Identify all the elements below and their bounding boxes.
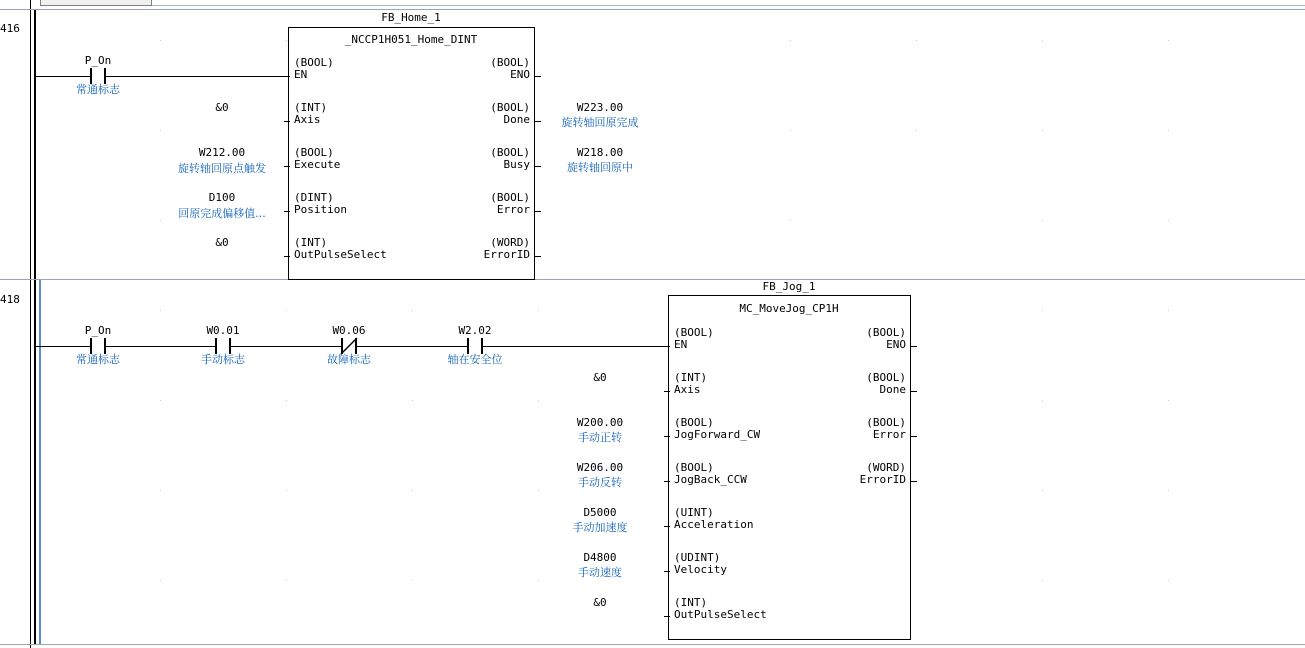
pin-type-errorid-418: (WORD) <box>866 461 906 474</box>
function-block-instance-fb-home-1: FB_Home_1 <box>381 11 441 24</box>
pin-name-errorid-416: ErrorID <box>483 248 530 261</box>
rung-number-418: 418 <box>0 293 20 306</box>
pin-name-en-416: EN <box>294 68 308 81</box>
operand-comment-jogback-418: 手动反转 <box>578 476 622 489</box>
rung-separator-top <box>0 9 1305 10</box>
operand-comment-position-416: 回原完成偏移值... <box>178 207 266 220</box>
contact-label-p-on-418: P_On <box>84 324 112 337</box>
pin-name-axis-416: Axis <box>294 113 321 126</box>
pin-stub-errorid-418 <box>911 481 917 482</box>
pin-type-acceleration-418: (UINT) <box>674 506 714 519</box>
pin-type-busy-416: (BOOL) <box>490 146 530 159</box>
grid-dot <box>1042 580 1043 581</box>
pin-type-execute-416: (BOOL) <box>294 146 334 159</box>
operand-value-outpulseselect-416[interactable]: &0 <box>215 236 229 249</box>
pin-stub-error-416 <box>535 211 541 212</box>
grid-dot <box>286 580 287 581</box>
rung-number-416: 416 <box>0 22 20 35</box>
contact-comment-w0-01: 手动标志 <box>201 353 245 366</box>
wire-rail-to-contact-pon-416 <box>36 76 90 77</box>
power-rail-rung-416 <box>34 10 36 279</box>
pin-stub-axis-418 <box>664 391 670 392</box>
grid-dot <box>790 40 791 41</box>
rung-separator-1 <box>0 279 1305 280</box>
pin-name-error-416: Error <box>496 203 530 216</box>
contact-label-w2-02: W2.02 <box>458 324 492 337</box>
pin-stub-acceleration-418 <box>664 526 670 527</box>
grid-dot <box>160 580 161 581</box>
grid-dot <box>916 40 917 41</box>
wire-rail-to-contact-pon-418 <box>36 346 90 347</box>
pin-type-jogback-418: (BOOL) <box>674 461 714 474</box>
grid-dot <box>1168 400 1169 401</box>
contact-comment-w2-02: 轴在安全位 <box>447 353 503 366</box>
contact-comment-p-on-416: 常通标志 <box>76 83 120 96</box>
pin-stub-position-416 <box>284 211 290 212</box>
operand-comment-done-416: 旋转轴回原完成 <box>561 116 639 129</box>
grid-dot <box>538 490 539 491</box>
pin-name-acceleration-418: Acceleration <box>674 518 754 531</box>
pin-stub-busy-416 <box>535 166 541 167</box>
pin-name-jogback-418: JogBack_CCW <box>674 473 747 486</box>
pin-type-axis-416: (INT) <box>294 101 328 114</box>
grid-dot <box>412 580 413 581</box>
wire-contact2-to-contact3-418 <box>231 346 341 347</box>
grid-dot <box>1168 130 1169 131</box>
function-block-instance-fb-jog-1: FB_Jog_1 <box>762 280 816 293</box>
grid-dot <box>790 130 791 131</box>
contact-label-w0-01: W0.01 <box>206 324 240 337</box>
rung-selection-marker <box>39 280 41 644</box>
pin-name-outpulseselect-418: OutPulseSelect <box>674 608 767 621</box>
pin-name-error-418: Error <box>872 428 906 441</box>
pin-stub-jogback-418 <box>664 481 670 482</box>
grid-dot <box>790 220 791 221</box>
contact-label-p-on-416: P_On <box>84 54 112 67</box>
pin-stub-errorid-416 <box>535 256 541 257</box>
pin-name-jogforward-418: JogForward_CW <box>674 428 761 441</box>
operand-value-position-416[interactable]: D100 <box>208 191 236 204</box>
grid-dot <box>1042 220 1043 221</box>
pin-stub-execute-416 <box>284 166 290 167</box>
pin-stub-axis-416 <box>284 121 290 122</box>
grid-dot <box>916 130 917 131</box>
pin-stub-done-418 <box>911 391 917 392</box>
pin-name-velocity-418: Velocity <box>674 563 727 576</box>
pin-stub-jogforward-418 <box>664 436 670 437</box>
grid-dot <box>1042 40 1043 41</box>
grid-dot <box>286 40 287 41</box>
grid-dot <box>1042 490 1043 491</box>
pin-type-eno-416: (BOOL) <box>490 56 530 69</box>
grid-dot <box>1042 310 1043 311</box>
operand-comment-velocity-418: 手动速度 <box>578 566 622 579</box>
pin-stub-velocity-418 <box>664 571 670 572</box>
power-rail-rung-418 <box>34 280 36 644</box>
grid-dot <box>1042 400 1043 401</box>
pin-type-velocity-418: (UDINT) <box>674 551 721 564</box>
contact-label-w0-06: W0.06 <box>332 324 366 337</box>
rung-separator-2 <box>0 644 1305 645</box>
grid-dot <box>160 40 161 41</box>
grid-dot <box>1168 310 1169 311</box>
pin-stub-eno-418 <box>911 346 917 347</box>
pin-type-axis-418: (INT) <box>674 371 708 384</box>
grid-dot <box>286 400 287 401</box>
pin-type-outpulseselect-416: (INT) <box>294 236 328 249</box>
pin-stub-eno-416 <box>535 76 541 77</box>
editor-tab-stub[interactable] <box>40 0 152 6</box>
operand-comment-acceleration-418: 手动加速度 <box>572 521 628 534</box>
operand-value-outpulseselect-418[interactable]: &0 <box>593 596 607 609</box>
operand-value-acceleration-418[interactable]: D5000 <box>583 506 617 519</box>
pin-stub-en-418 <box>664 346 670 347</box>
wire-contact4-to-block-418 <box>483 346 668 347</box>
grid-dot <box>1168 40 1169 41</box>
grid-dot <box>1042 130 1043 131</box>
grid-dot <box>160 490 161 491</box>
contact-comment-w0-06: 故障标志 <box>327 353 371 366</box>
wire-contact-to-block-416 <box>106 76 288 77</box>
pin-name-axis-418: Axis <box>674 383 701 396</box>
pin-stub-outpulseselect-418 <box>664 616 670 617</box>
operand-comment-busy-416: 旋转轴回原中 <box>567 161 633 174</box>
pin-name-done-418: Done <box>879 383 906 396</box>
pin-type-done-416: (BOOL) <box>490 101 530 114</box>
pin-name-outpulseselect-416: OutPulseSelect <box>294 248 387 261</box>
function-block-name-fb-jog-1: MC_MoveJog_CP1H <box>739 302 839 315</box>
grid-dot <box>160 130 161 131</box>
wire-contact3-to-contact4-418 <box>357 346 467 347</box>
pin-type-eno-418: (BOOL) <box>866 326 906 339</box>
operand-value-velocity-418[interactable]: D4800 <box>583 551 617 564</box>
operand-value-jogback-418[interactable]: W206.00 <box>576 461 624 474</box>
operand-value-axis-418[interactable]: &0 <box>593 371 607 384</box>
pin-type-errorid-416: (WORD) <box>490 236 530 249</box>
operand-value-jogforward-418[interactable]: W200.00 <box>576 416 624 429</box>
grid-dot <box>160 220 161 221</box>
grid-dot <box>160 400 161 401</box>
pin-type-outpulseselect-418: (INT) <box>674 596 708 609</box>
grid-dot <box>1168 490 1169 491</box>
pin-name-busy-416: Busy <box>503 158 530 171</box>
rung-number-gutter <box>0 0 31 648</box>
pin-stub-outpulseselect-416 <box>284 256 290 257</box>
operand-comment-jogforward-418: 手动正转 <box>578 431 622 444</box>
grid-dot <box>538 580 539 581</box>
operand-value-execute-416[interactable]: W212.00 <box>198 146 246 159</box>
pin-name-done-416: Done <box>503 113 530 126</box>
pin-stub-en-416 <box>284 76 290 77</box>
operand-value-busy-416[interactable]: W218.00 <box>576 146 624 159</box>
grid-dot <box>286 310 287 311</box>
pin-stub-error-418 <box>911 436 917 437</box>
pin-type-error-418: (BOOL) <box>866 416 906 429</box>
pin-name-eno-418: ENO <box>886 338 906 351</box>
grid-dot <box>412 490 413 491</box>
operand-value-axis-416[interactable]: &0 <box>215 101 229 114</box>
pin-name-en-418: EN <box>674 338 688 351</box>
grid-dot <box>160 310 161 311</box>
pin-type-jogforward-418: (BOOL) <box>674 416 714 429</box>
top-border <box>152 5 1305 6</box>
pin-type-position-416: (DINT) <box>294 191 334 204</box>
grid-dot <box>412 310 413 311</box>
pin-type-done-418: (BOOL) <box>866 371 906 384</box>
grid-dot <box>412 400 413 401</box>
operand-comment-execute-416: 旋转轴回原点触发 <box>178 162 266 175</box>
pin-type-en-416: (BOOL) <box>294 56 334 69</box>
grid-dot <box>286 490 287 491</box>
pin-type-en-418: (BOOL) <box>674 326 714 339</box>
contact-comment-p-on-418: 常通标志 <box>76 353 120 366</box>
pin-name-eno-416: ENO <box>510 68 530 81</box>
function-block-name-fb-home-1: _NCCP1H051_Home_DINT <box>344 33 478 46</box>
pin-stub-done-416 <box>535 121 541 122</box>
pin-type-error-416: (BOOL) <box>490 191 530 204</box>
pin-name-errorid-418: ErrorID <box>859 473 906 486</box>
grid-dot <box>1168 220 1169 221</box>
pin-name-execute-416: Execute <box>294 158 341 171</box>
operand-value-done-416[interactable]: W223.00 <box>576 101 624 114</box>
wire-contact1-to-contact2-418 <box>106 346 215 347</box>
grid-dot <box>538 310 539 311</box>
grid-dot <box>538 400 539 401</box>
pin-name-position-416: Position <box>294 203 347 216</box>
grid-dot <box>1168 580 1169 581</box>
